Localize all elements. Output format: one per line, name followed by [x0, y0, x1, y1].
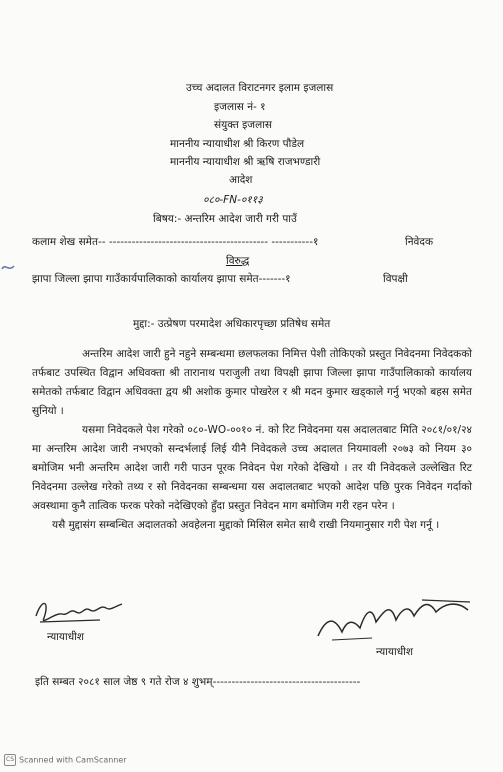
date-line: इति सम्बत २०८१ साल जेष्ठ ९ गते रोज ४ शुभम्--------------------------------------- [35, 676, 361, 688]
left-judge-signature [30, 594, 140, 630]
bench-number: इजलास नं- १ [214, 101, 266, 113]
judge-one: माननीय न्यायाधीश श्री किरण पौडेल [170, 138, 305, 150]
scanner-watermark [4, 754, 127, 766]
subject-line: बिषय:- अन्तरिम आदेश जारी गरी पाउँ [153, 213, 297, 225]
order-heading: आदेश [229, 174, 253, 186]
paragraph-hearing: अन्तरिम आदेश जारी हुने नहुने सम्बन्धमा छलफलका निमित्त पेशी तोकिएको प्रस्तुत निवेदनमा निवेदकको तर्फबाट उपस्थित विद्वान अधिवक्ता श्री तारानाथ पराजुली तथा विपक्षी झापा जिल्ला झापा गाउँपालिकाको कार्यालय समेतको तर्फबाट विद्वान अधिवक्ता द्वय श्री अशोक कुमार पोखरेल र श्री मदन कुमार खड्काले गर्नु भएको बहस समेत सुनियो । [32, 348, 472, 417]
case-number: ०८०-FN-०११३ [203, 194, 263, 206]
left-judge-title: न्यायाधीश [47, 631, 85, 643]
paragraph-directive: यसै मुद्दासंग सम्बन्धित अदालतको अवहेलना मुद्दाको मिसिल समेत साथै राखी नियमानुसार गरी पेश गर्नू । [52, 519, 440, 531]
judge-two: माननीय न्यायाधीश श्री ऋषि राजभण्डारी [170, 156, 321, 168]
right-judge-signature [312, 592, 482, 644]
camscanner-logo-icon: CS [4, 754, 16, 766]
respondent-role: विपक्षी [383, 273, 408, 285]
right-judge-title: न्यायाधीश [376, 646, 414, 658]
court-name: उच्च अदालत विराटनगर इलाम इजलास [186, 82, 334, 94]
applicant-line: कलाम शेख समेत-- ------------------------------------------ -----------१ [32, 236, 319, 248]
bench-type: संयुक्त इजलास [214, 119, 273, 131]
order-body [32, 345, 472, 535]
respondent-line: झापा जिल्ला झापा गाउँकार्यपालिकाको कार्यालय झापा समेत-------१ [32, 273, 291, 285]
versus-label: विरुद्ध [226, 255, 250, 267]
scanner-text: Scanned with CamScanner [19, 755, 127, 765]
margin-ink-mark [0, 258, 18, 270]
matter-line: मुद्दा:- उत्प्रेषण परमादेश अधिकारपृच्छा प्रतिषेध समेत [133, 318, 331, 330]
applicant-role: निवेदक [405, 236, 434, 248]
paragraph-findings: यसमा निवेदकले पेश गरेको ०८०-WO-००१० नं. को रिट निवेदनमा यस अदालतबाट मिति २०८१/०१/२४ मा अन्तरिम आदेश जारी नभएको सन्दर्भलाई लिई यीनै निवेदकले उच्च अदालत नियमावली २०७३ को नियम ३० बमोजिम भनी अन्तरिम आदेश जारी गरी पाउन पूरक निवेदन पेश गरेको देखियो । तर यी निवेदकले उल्लेखित रिट निवेदनमा उल्लेख गरेको तथ्य र सो निवेदनका सम्बन्धमा यस अदालतबाट भएको आदेश पछि पुरक निवेदन गर्दाको अवस्थामा कुनै तात्विक फरक परेको नदेखिएको हुँदा प्रस्तुत निवेदन माग बमोजिम गरी रहन परेन । [32, 424, 472, 512]
